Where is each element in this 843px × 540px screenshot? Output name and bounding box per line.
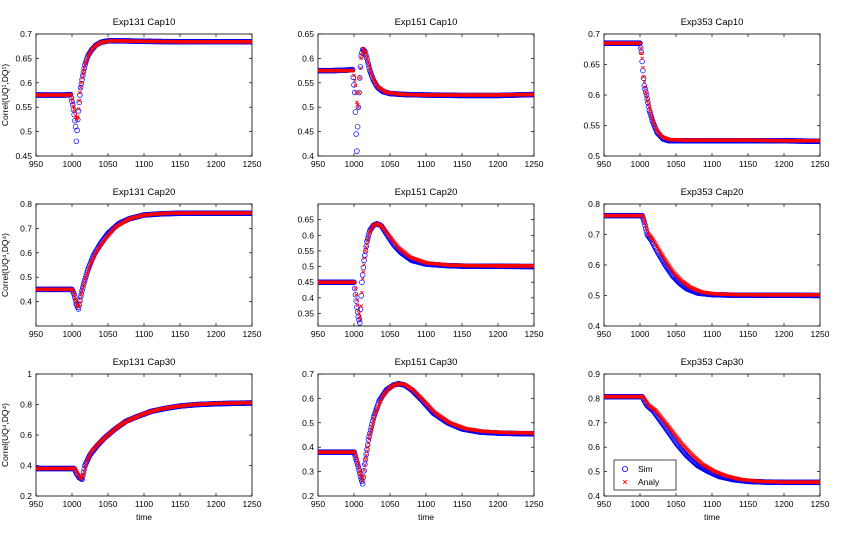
y-tick-label: 0.8 [20,399,32,410]
panel-6 [0,357,262,522]
x-tick-label: 1250 [524,329,544,339]
x-tick-label: 1050 [380,499,400,509]
x-tick-label: 950 [310,159,326,169]
x-tick-label: 1200 [488,329,508,339]
x-tick-label: 1200 [206,329,226,339]
x-tick-label: 1250 [242,499,262,509]
y-tick-label: 0.2 [20,491,32,501]
y-tick-label: 0.4 [302,442,314,453]
x-tick-label: 1100 [416,159,436,169]
x-tick-label: 1000 [630,159,650,169]
y-tick-label: 0.4 [302,292,314,303]
x-tick-label: 1200 [488,499,508,509]
panel-title: Exp151 Cap30 [394,357,458,368]
y-tick-label: 0.6 [588,260,600,270]
x-tick-label: 1250 [810,329,830,339]
y-axis-label: Correl(UQ⁴,DQ⁴) [0,233,10,297]
x-tick-label: 1150 [738,159,758,169]
x-tick-label: 950 [28,159,44,169]
panel-3 [0,187,262,339]
y-tick-label: 0.45 [15,151,32,161]
y-tick-label: 1 [27,369,32,379]
x-tick-label: 1200 [206,499,226,509]
y-tick-label: 0.7 [20,223,32,234]
x-tick-label: 1050 [98,329,118,339]
panel-title: Exp151 Cap10 [394,17,458,28]
y-tick-label: 0.65 [297,29,314,39]
x-tick-label: 1250 [524,499,544,509]
y-tick-label: 0.45 [297,277,314,288]
panel-title: Exp131 Cap10 [112,17,176,28]
y-tick-label: 0.65 [583,59,600,70]
y-tick-label: 0.6 [20,247,32,258]
x-tick-label: 1250 [810,159,830,169]
y-tick-label: 0.5 [588,290,600,301]
panel-4 [297,187,543,339]
plot-frame [604,34,820,156]
y-tick-label: 0.6 [20,430,32,440]
plot-frame [36,204,252,326]
x-tick-label: 1000 [62,329,82,339]
panel-2 [583,17,829,169]
x-tick-label: 1250 [242,329,262,339]
x-tick-label: 1000 [344,329,364,339]
y-tick-label: 0.45 [297,126,314,137]
y-tick-label: 0.5 [302,417,314,428]
panel-title: Exp131 Cap20 [112,187,176,198]
x-tick-label: 1150 [738,329,758,339]
x-tick-label: 1150 [452,329,472,339]
x-tick-label: 1250 [242,159,262,169]
y-tick-label: 0.8 [20,199,32,209]
x-tick-label: 1200 [488,159,508,169]
y-tick-label: 0.4 [302,151,314,161]
x-tick-label: 1150 [452,159,472,169]
x-tick-label: 1050 [380,159,400,169]
x-tick-label: 1250 [524,159,544,169]
x-tick-label: 1100 [134,329,154,339]
x-tick-label: 1000 [344,499,364,509]
panel-1 [297,17,543,169]
y-tick-label: 0.2 [302,491,314,501]
y-tick-label: 0.65 [297,214,314,225]
panel-5 [588,187,830,339]
x-tick-label: 1100 [416,329,436,339]
x-tick-label: 1100 [134,159,154,169]
x-tick-label: 1050 [98,159,118,169]
x-tick-label: 1050 [380,329,400,339]
x-tick-label: 1200 [206,159,226,169]
y-tick-label: 0.5 [302,102,314,113]
y-tick-label: 0.4 [20,296,32,307]
y-tick-label: 0.6 [588,90,600,100]
y-tick-label: 0.5 [588,151,600,161]
x-tick-label: 1050 [666,329,686,339]
y-axis-label: Correl(UQ¹,DQ¹) [0,63,10,127]
x-tick-label: 1150 [170,329,190,339]
y-tick-label: 0.6 [20,77,32,88]
y-tick-label: 0.7 [588,229,600,240]
x-tick-label: 950 [596,159,612,169]
x-tick-label: 1200 [774,329,794,339]
x-tick-label: 1000 [62,159,82,169]
y-tick-label: 0.7 [20,29,32,39]
y-tick-label: 0.6 [302,53,314,64]
y-tick-label: 0.6 [302,393,314,404]
x-tick-label: 950 [28,499,44,509]
x-tick-label: 1150 [170,499,190,509]
panel-7 [302,357,544,522]
panel-title: Exp151 Cap20 [394,187,458,198]
x-tick-label: 950 [28,329,44,339]
x-tick-label: 1150 [452,499,472,509]
y-tick-label: 0.65 [15,53,32,64]
x-tick-label: 1100 [702,329,722,339]
y-tick-label: 0.5 [20,272,32,283]
x-tick-label: 1100 [702,159,722,169]
panel-title: Exp131 Cap30 [112,357,176,368]
y-tick-label: 0.7 [588,29,600,39]
x-tick-label: 1000 [62,499,82,509]
y-tick-label: 0.4 [588,321,600,331]
y-tick-label: 0.55 [297,77,314,88]
y-tick-label: 0.5 [20,126,32,137]
y-tick-label: 0.7 [302,369,314,379]
y-tick-label: 0.5 [302,261,314,272]
y-tick-label: 0.55 [583,120,600,131]
x-tick-label: 1200 [774,159,794,169]
y-axis-label: Correl(UQ⁴,DQ⁴) [0,403,10,467]
x-tick-label: 1150 [170,159,190,169]
x-tick-label: 950 [596,329,612,339]
x-tick-label: 1100 [416,499,436,509]
y-tick-label: 0.55 [297,245,314,256]
plot-frame [604,204,820,326]
panel-title: Exp353 Cap10 [680,17,744,28]
x-tick-label: 1000 [344,159,364,169]
plot-frame [36,374,252,496]
y-tick-label: 0.6 [302,230,314,241]
x-tick-label: 1050 [666,159,686,169]
y-tick-label: 0.3 [302,466,314,477]
y-tick-label: 0.35 [297,308,314,319]
y-tick-label: 0.8 [588,199,600,209]
y-tick-label: 0.4 [20,460,32,471]
y-tick-label: 0.55 [15,102,32,113]
x-tick-label: 950 [310,499,326,509]
x-tick-label: 1050 [98,499,118,509]
panel-title: Exp353 Cap20 [680,187,744,198]
x-axis-label: time [135,512,153,522]
x-tick-label: 1100 [134,499,154,509]
x-tick-label: 950 [310,329,326,339]
panel-0 [0,17,262,169]
x-axis-label: time [417,512,435,522]
x-tick-label: 1000 [630,329,650,339]
